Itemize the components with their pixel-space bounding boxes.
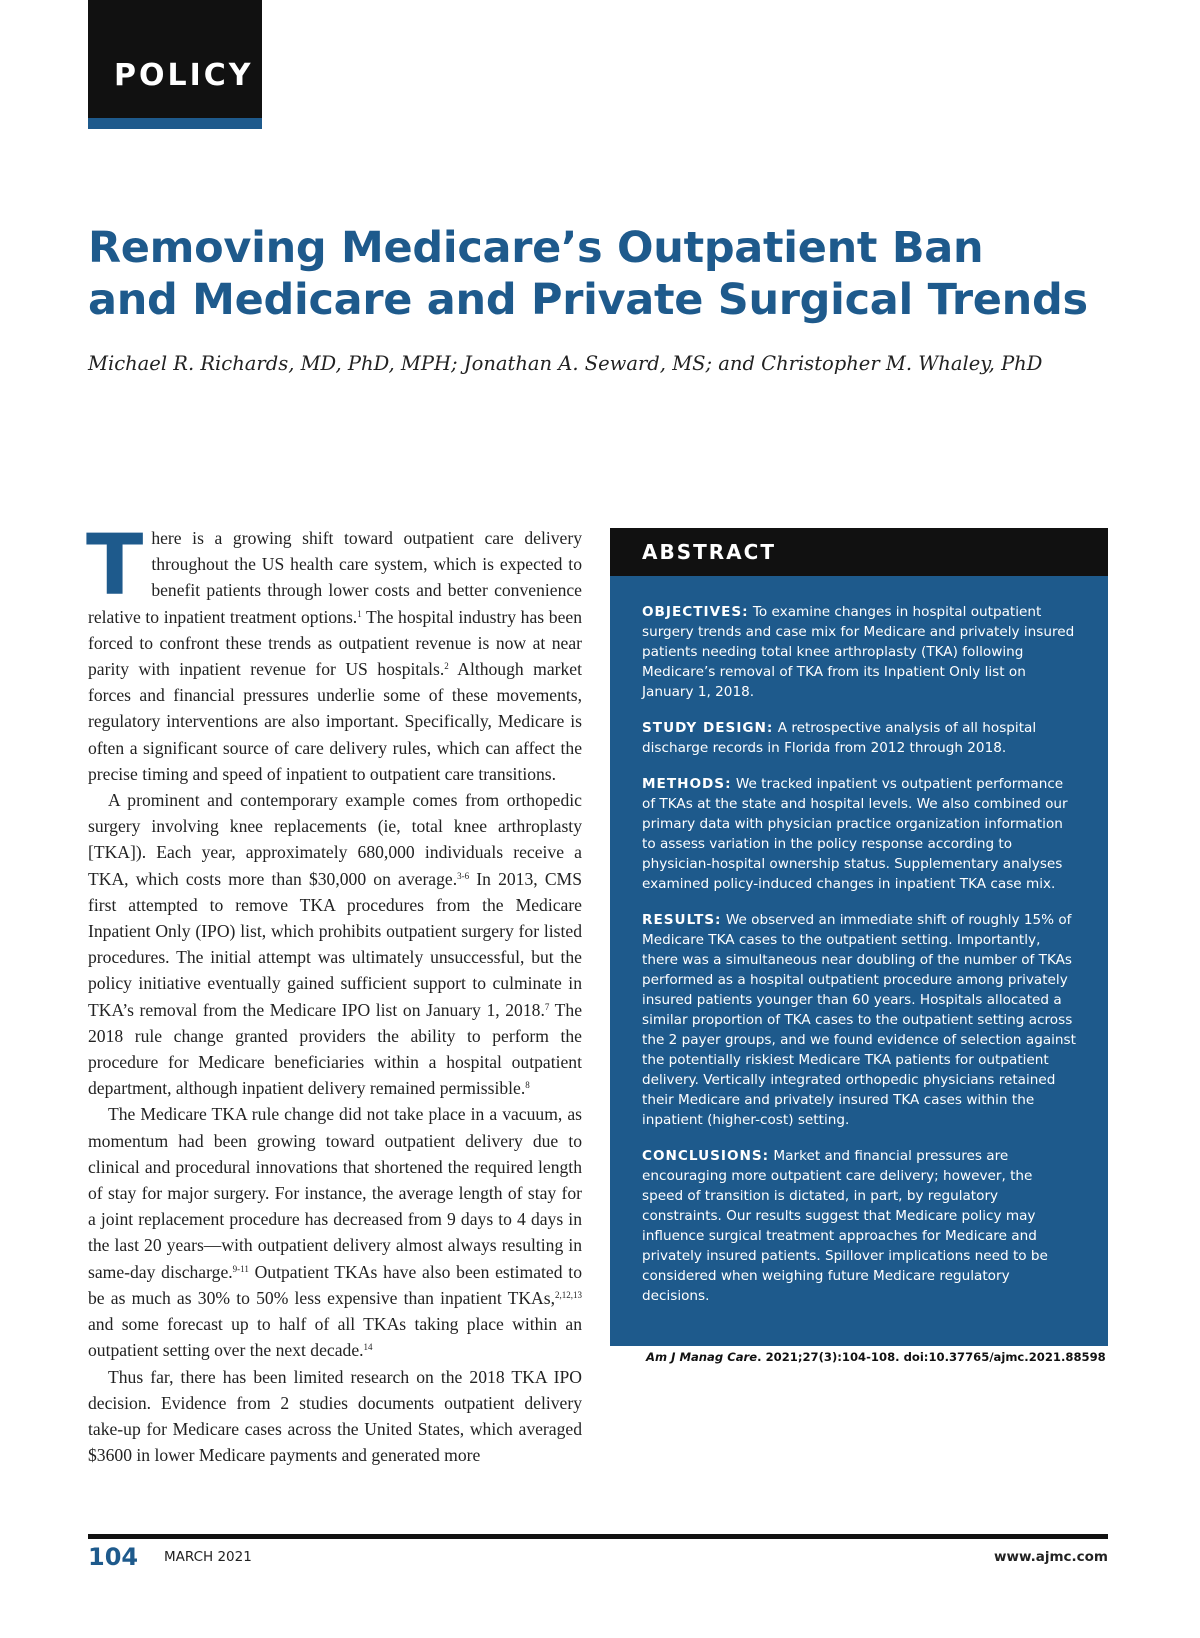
body-paragraph-3 [88,1101,582,1363]
abstract-objectives [642,602,1076,702]
reference-marker: 14 [363,1342,373,1353]
abstract-study-design-text: A retrospective analysis of all hospital discharge records in Florida from 2012 through 2018. [642,720,1037,756]
body-paragraph-2 [88,787,582,1101]
section-tab-accent-bar [88,118,262,129]
abstract-results-label: RESULTS: [642,912,722,928]
article-title [88,222,1088,326]
body-text: and some forecast up to half of all TKAs taking place within an outpatient setting over the next decade. [88,1314,582,1361]
body-column [86,516,583,1468]
reference-marker: 7 [544,1001,550,1012]
abstract-conclusions-text: Market and financial pressures are encouraging more outpatient care delivery; however, the speed of transition is dictated, in part, by regulatory constraints. Our results suggest that Medicare policy may influence surgical treatment approaches for Medicare and privately insured patients. Spillover implications need to be considered when weighing future Medicare regulatory decisions. [642,1148,1048,1304]
body-text: The 2018 rule change granted providers the ability to perform the procedure for Medicare beneficiaries within a hospital outpatient department, although inpatient delivery remained permissible. [88,999,582,1099]
body-text: Outpatient TKAs have also been estimated to be as much as 30% to 50% less expensive than inpatient TKAs, [88,1261,582,1308]
reference-marker: 2,12,13 [555,1289,582,1300]
article-title-line-1: Removing Medicare’s Outpatient Ban [88,223,984,273]
abstract-conclusions [642,1146,1076,1306]
abstract-results [642,910,1076,1130]
abstract-results-text: We observed an immediate shift of roughly 15% of Medicare TKA cases to the outpatient setting. Importantly, there was a simultaneous near doubling of the number of TKAs performed as a hospital outpatient procedure among privately insured patients younger than 60 years. Hospitals allocated a similar proportion of TKA cases to the outpatient setting across the 2 payer groups, and we found evidence of selection against the potentially riskiest Medicare TKA patients for outpatient delivery. Vertically integrated orthopedic physicians retained their Medicare and privately insured TKA cases within the inpatient (higher-cost) setting. [642,912,1076,1128]
section-tab [88,0,262,118]
body-paragraph-1 [86,516,583,787]
abstract-body [610,576,1108,1306]
issue-date: MARCH 2021 [164,1549,252,1565]
abstract-study-design [642,718,1076,758]
body-text: A prominent and contemporary example comes from orthopedic surgery involving knee replacements (ie, total knee arthroplasty [TKA]). Each year, approximately 680,000 individuals receive a TKA, which costs more than $30,000 on average. [88,790,582,889]
abstract-methods-text: We tracked inpatient vs outpatient performance of TKAs at the state and hospital levels. We also combined our primary data with physician practice organization information to assess variation in the policy response according to physician-hospital ownership status. Supplementary analyses examined policy-induced changes in inpatient TKA case mix. [642,776,1068,892]
abstract-methods-label: METHODS: [642,776,732,792]
body-text: The Medicare TKA rule change did not take place in a vacuum, as momentum had been growing toward outpatient delivery due to clinical and procedural innovations that shortened the required length of stay for major surgery. For instance, the average length of stay for a joint replacement procedure has decreased from 9 days to 4 days in the last 20 years—with outpatient delivery almost always resulting in same-day discharge. [88,1104,582,1282]
body-text: Although market forces and financial pressures underlie some of these movements, regulatory interventions are also important. Specifically, Medicare is often a significant source of care delivery rules, which can affect the precise timing and speed of inpatient to outpatient care transitions. [88,659,583,784]
abstract-heading: ABSTRACT [610,528,1108,576]
body-text: The hospital industry has been forced to confront these trends as outpatient revenue is now at near parity with inpatient revenue for US hospitals. [88,606,582,680]
abstract-study-design-label: STUDY DESIGN: [642,720,774,736]
abstract-conclusions-label: CONCLUSIONS: [642,1148,770,1164]
reference-marker: 8 [525,1080,530,1091]
author-byline: Michael R. Richards, MD, PhD, MPH; Jonathan A. Seward, MS; and Christopher M. Whaley, PhD [88,352,1043,375]
body-paragraph-4: Thus far, there has been limited research on the 2018 TKA IPO decision. Evidence from 2 studies documents outpatient delivery take-up for Medicare cases across the United States, which averaged $3600 in lower Medicare payments and generated more [88,1366,582,1466]
reference-marker: 9-11 [232,1263,249,1274]
footer-rule [88,1534,1108,1539]
body-text: here is a growing shift toward outpatient care delivery throughout the US health care system, which is expected to benefit patients through lower costs and better convenience relative to inpatient treatment options. [88,528,582,627]
citation-journal: Am J Manag Care [646,1350,758,1364]
citation-details: . 2021;27(3):104-108. doi:10.37765/ajmc.2021.88598 [757,1350,1106,1364]
abstract-box [610,528,1108,1346]
abstract-objectives-label: OBJECTIVES: [642,604,749,620]
journal-url[interactable]: www.ajmc.com [994,1549,1108,1565]
drop-cap: T [86,516,144,614]
citation [646,1350,1106,1364]
abstract-objectives-text: To examine changes in hospital outpatient surgery trends and case mix for Medicare and privately insured patients needing total knee arthroplasty (TKA) following Medicare’s removal of TKA from its Inpatient Only list on January 1, 2018. [642,604,1075,700]
reference-marker: 1 [357,608,362,619]
article-title-line-2: and Medicare and Private Surgical Trends [88,275,1088,325]
page-number: 104 [88,1543,139,1571]
section-label: POLICY [114,58,254,93]
reference-marker: 3-6 [457,870,470,881]
body-text: In 2013, CMS first attempted to remove TKA procedures from the Medicare Inpatient Only (IPO) list, which prohibits outpatient surgery for listed procedures. The initial attempt was ultimately unsuccessful, but the policy initiative eventually gained sufficient support to culminate in TKA’s removal from the Medicare IPO list on January 1, 2018. [88,868,582,1020]
reference-marker: 2 [444,661,449,672]
abstract-methods [642,774,1076,894]
